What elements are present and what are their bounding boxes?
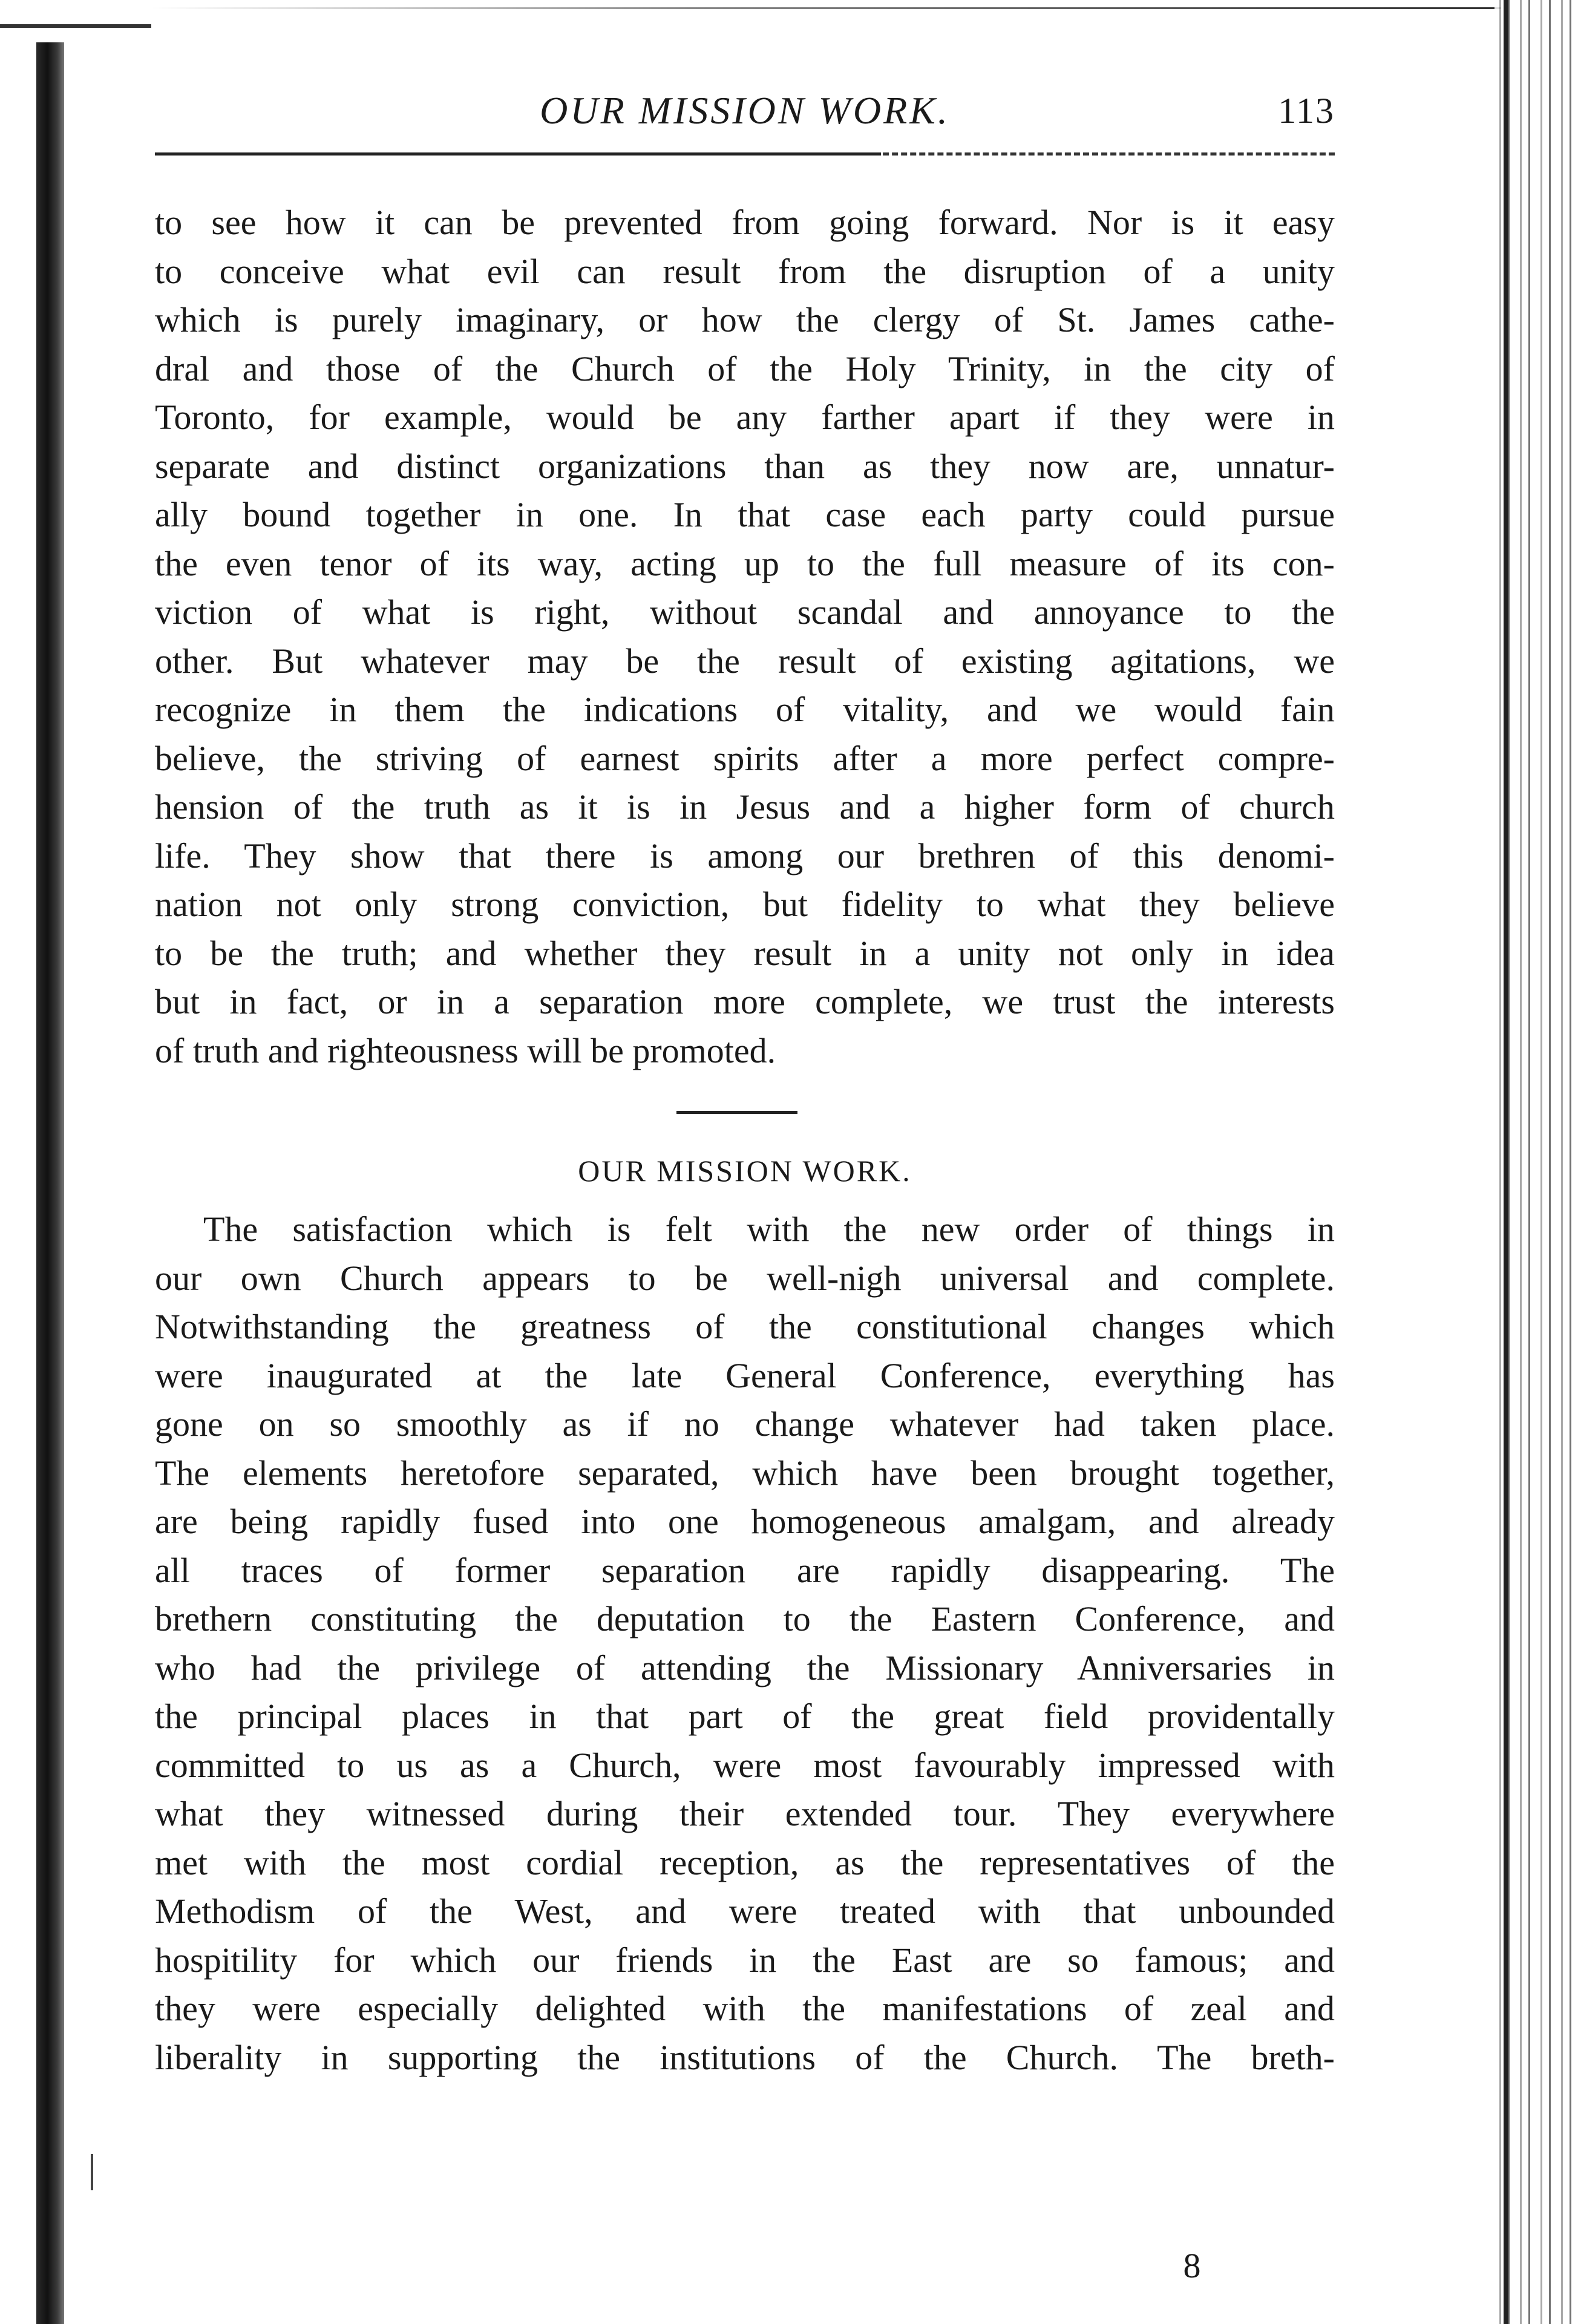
page-number: 113 bbox=[1278, 91, 1335, 131]
previous-article-text bbox=[155, 198, 1335, 1075]
text-line: believe, the striving of earnest spirits after a more perfect compre- bbox=[155, 738, 1335, 778]
header-rule bbox=[155, 152, 881, 155]
text-line: met with the most cordial reception, as the representatives of the bbox=[155, 1842, 1335, 1882]
text-line: gone on so smoothly as if no change whatever had taken place. bbox=[155, 1404, 1335, 1444]
text-line: but in fact, or in a separation more complete, we trust the interests bbox=[155, 982, 1335, 1021]
text-line: Notwithstanding the greatness of the constitutional changes which bbox=[155, 1307, 1335, 1346]
section-text bbox=[155, 1205, 1335, 2082]
text-line: to be the truth; and whether they result in a unity not only in idea bbox=[155, 933, 1335, 973]
text-line: dral and those of the Church of the Holy Trinity, in the city of bbox=[155, 349, 1335, 388]
text-line: life. They show that there is among our brethren of this denomi- bbox=[155, 836, 1335, 876]
text-line: who had the privilege of attending the Missionary Anniversaries in bbox=[155, 1648, 1335, 1687]
text-line: recognize in them the indications of vitality, and we would fain bbox=[155, 690, 1335, 729]
text-line: The elements heretofore separated, which have been brought together, bbox=[155, 1453, 1335, 1493]
text-line: ally bound together in one. In that case each party could pursue bbox=[155, 495, 1335, 534]
running-title: OUR MISSION WORK. bbox=[540, 89, 950, 132]
section-rule bbox=[676, 1111, 797, 1114]
text-line: hospitility for which our friends in the East are so famous; and bbox=[155, 1940, 1335, 1980]
text-line: our own Church appears to be well-nigh universal and complete. bbox=[155, 1258, 1335, 1298]
text-line: the principal places in that part of the great field providentally bbox=[155, 1697, 1335, 1736]
text-line: to conceive what evil can result from the disruption of a unity bbox=[155, 251, 1335, 291]
text-line: hension of the truth as it is in Jesus and a higher form of church bbox=[155, 787, 1335, 826]
text-line: Methodism of the West, and were treated with that unbounded bbox=[155, 1891, 1335, 1931]
text-line: separate and distinct organizations than as they now are, unnatur- bbox=[155, 446, 1335, 486]
binding-edge bbox=[36, 42, 64, 2324]
text-line: other. But whatever may be the result of existing agitations, we bbox=[155, 641, 1335, 681]
text-line: brethern constituting the deputation to the Eastern Conference, and bbox=[155, 1599, 1335, 1638]
text-line: which is purely imaginary, or how the clergy of St. James cathe- bbox=[155, 300, 1335, 339]
text-line: nation not only strong conviction, but fidelity to what they believe bbox=[155, 885, 1335, 924]
running-head bbox=[155, 83, 1335, 138]
text-line: The satisfaction which is felt with the new order of things in bbox=[203, 1209, 1335, 1249]
text-line: of truth and righteousness will be promoted. bbox=[155, 1030, 776, 1070]
text-line: committed to us as a Church, were most favourably impressed with bbox=[155, 1745, 1335, 1785]
text-line: what they witnessed during their extended tour. They everywhere bbox=[155, 1794, 1335, 1833]
section-heading: OUR MISSION WORK. bbox=[578, 1154, 912, 1188]
text-line: were inaugurated at the late General Conference, everything has bbox=[155, 1355, 1335, 1395]
page-fore-edge bbox=[1504, 0, 1508, 2324]
text-line: liberality in supporting the institutions of the Church. The breth- bbox=[155, 2037, 1335, 2077]
text-line: Toronto, for example, would be any farther apart if they were in bbox=[155, 398, 1335, 437]
text-line: all traces of former separation are rapidly disappearing. The bbox=[155, 1550, 1335, 1590]
text-line: the even tenor of its way, acting up to the full measure of its con- bbox=[155, 543, 1335, 583]
scan-top-edge bbox=[151, 7, 1501, 9]
text-line: to see how it can be prevented from going forward. Nor is it easy bbox=[155, 203, 1335, 242]
text-line: are being rapidly fused into one homogeneous amalgam, and already bbox=[155, 1502, 1335, 1541]
signature-mark: 8 bbox=[1183, 2246, 1201, 2285]
text-line: viction of what is right, without scandal and annoyance to the bbox=[155, 592, 1335, 632]
text-line: they were especially delighted with the manifestations of zeal and bbox=[155, 1989, 1335, 2028]
scan-mark bbox=[91, 2154, 93, 2190]
scan-left-corner bbox=[0, 24, 151, 28]
